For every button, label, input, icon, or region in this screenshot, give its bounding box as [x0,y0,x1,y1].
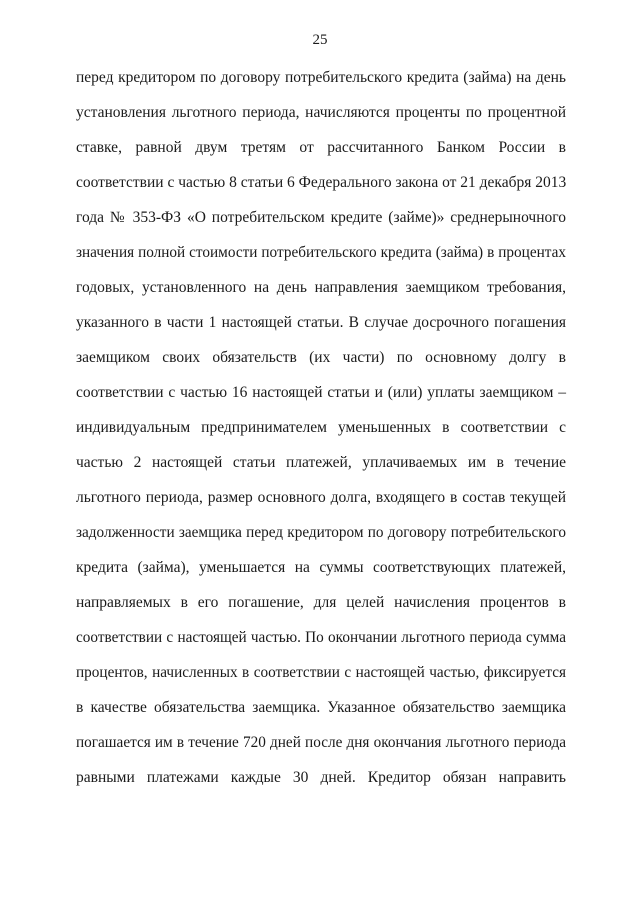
text-line: заемщиком своих обязательств (их части) по основному долгу в [76,349,566,366]
text-line: льготного периода, размер основного долга, входящего в состав текущей [76,489,566,506]
text-line: частью 2 настоящей статьи платежей, уплачиваемых им в течение [76,454,566,471]
text-line: направляемых в его погашение, для целей начисления процентов в [76,594,566,611]
text-line: указанного в части 1 настоящей статьи. В случае досрочного погашения [76,314,566,331]
text-line: индивидуальным предпринимателем уменьшенных в соответствии с [76,419,566,436]
text-line: задолженности заемщика перед кредитором по договору потребительского [76,524,566,541]
text-line: соответствии с частью 8 статьи 6 Федерального закона от 21 декабря 2013 [76,174,567,191]
text-line: перед кредитором по договору потребительского кредита (займа) на день [76,69,566,86]
text-line: процентов, начисленных в соответствии с настоящей частью, фиксируется [76,664,566,681]
text-line: равными платежами каждые 30 дней. Кредитор обязан направить [76,769,566,786]
text-line: установления льготного периода, начисляются проценты по процентной [76,104,566,121]
text-line: ставке, равной двум третям от рассчитанного Банком России в [76,139,566,156]
text-line: годовых, установленного на день направления заемщиком требования, [76,279,566,296]
text-line: значения полной стоимости потребительского кредита (займа) в процентах [76,244,566,261]
page-number: 25 [312,32,328,48]
text-line: соответствии с частью 16 настоящей статьи и (или) уплаты заемщиком – [76,384,566,401]
body-paragraph [76,66,566,801]
text-line: погашается им в течение 720 дней после дня окончания льготного периода [76,734,566,751]
text-line: соответствии с настоящей частью. По окончании льготного периода сумма [76,629,566,646]
text-line: в качестве обязательства заемщика. Указанное обязательство заемщика [76,699,566,716]
text-line: года № 353-ФЗ «О потребительском кредите (займе)» среднерыночного [76,209,566,226]
text-line: кредита (займа), уменьшается на суммы соответствующих платежей, [76,559,566,576]
